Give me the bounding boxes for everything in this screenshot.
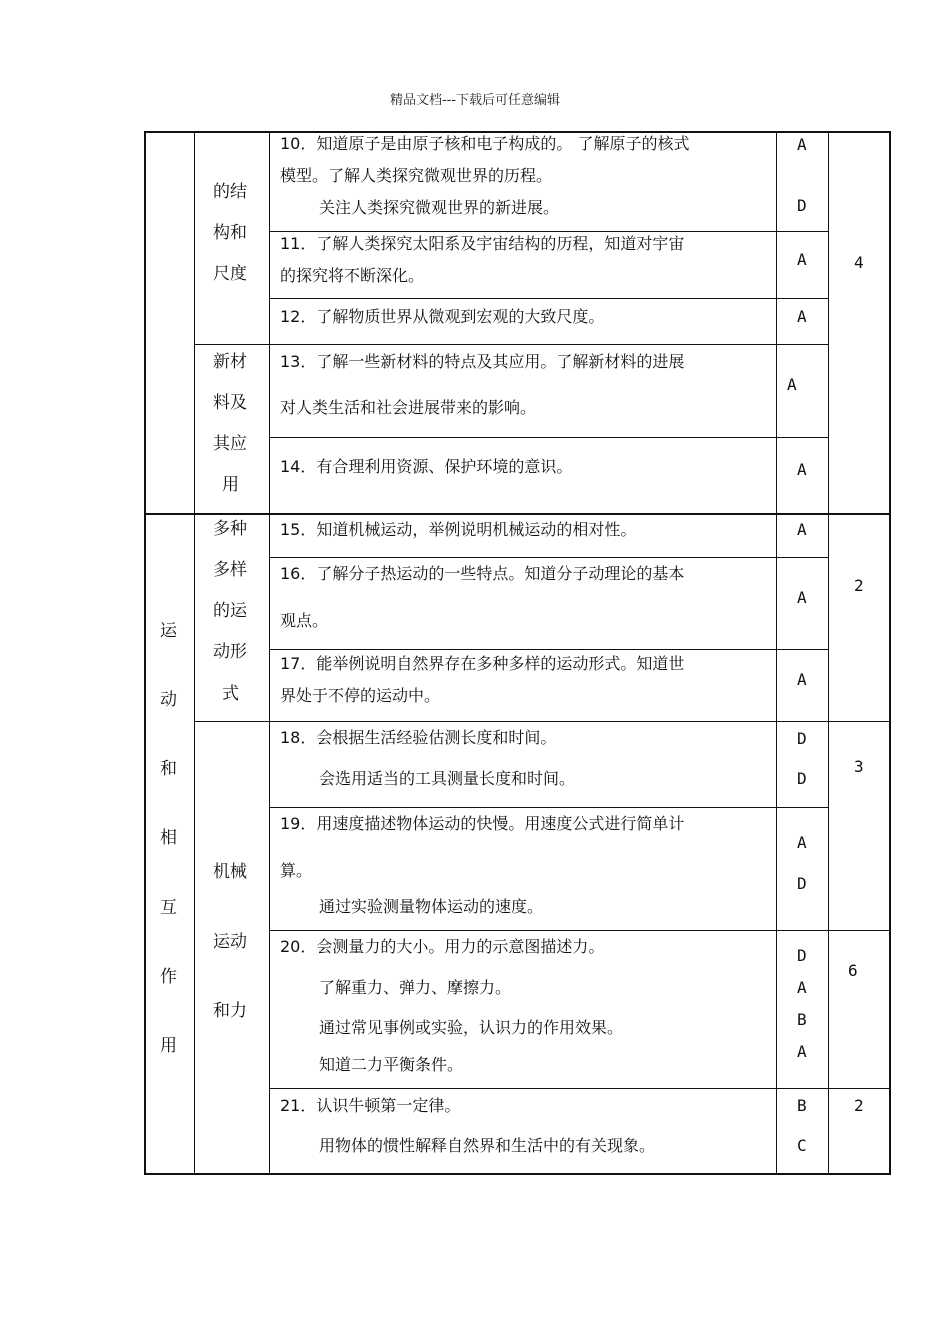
subtopic-line: 运动 [213,932,247,952]
level-code: A [797,833,807,852]
subtopic-line: 的运 [213,601,247,621]
row-line [194,344,829,345]
col-divider-3 [776,131,777,1175]
item-text: 18．会根据生活经验估测长度和时间。 [280,728,557,747]
item-text: 10．知道原子是由原子核和电子构成的。 了解原子的核式 [280,134,690,153]
item-text: 会选用适当的工具测量长度和时间。 [319,769,576,788]
item-text: 21．认识牛顿第一定律。 [280,1096,461,1115]
row-line [269,557,829,558]
item-text: 界处于不停的运动中。 [280,686,441,705]
level-code: A [797,460,807,479]
item-count: 2 [854,1096,864,1115]
category-char: 动 [160,690,177,710]
category-char: 相 [160,828,177,848]
level-code: A [797,250,807,269]
row-line [269,649,829,650]
level-code: A [797,1042,807,1061]
row-line [269,1088,891,1089]
subtopic-line: 用 [222,475,239,495]
item-text: 通过实验测量物体运动的速度。 [319,897,544,916]
row-line [194,721,891,722]
item-text: 15．知道机械运动，举例说明机械运动的相对性。 [280,520,637,539]
level-code: D [797,729,807,748]
level-code: A [797,588,807,607]
category-char: 作 [160,967,177,987]
item-text: 17．能举例说明自然界存在多种多样的运动形式。知道世 [280,654,685,673]
item-text: 用物体的惯性解释自然界和生活中的有关现象。 [319,1136,656,1155]
row-line [269,807,829,808]
item-text: 14．有合理利用资源、保护环境的意识。 [280,457,573,476]
item-text: 11．了解人类探究太阳系及宇宙结构的历程，知道对宇宙 [280,234,685,253]
category-char: 互 [160,898,177,918]
item-count: 3 [854,757,864,776]
level-code: D [797,769,807,788]
item-text: 通过常见事例或实验，认识力的作用效果。 [319,1018,624,1037]
level-code: B [797,1010,807,1029]
table-border-top [144,131,891,133]
item-text: 20．会测量力的大小。用力的示意图描述力。 [280,937,605,956]
subtopic-line: 多样 [213,560,247,580]
item-text: 对人类生活和社会进展带来的影响。 [280,398,537,417]
col-divider-2 [269,131,270,1175]
subtopic-line: 式 [222,684,239,704]
subtopic-line: 多种 [213,519,247,539]
level-code: A [797,135,807,154]
category-char: 运 [160,621,177,641]
category-char: 和 [160,759,177,779]
subtopic-line: 构和 [213,223,247,243]
level-code: D [797,946,807,965]
item-text: 了解重力、弹力、摩擦力。 [319,978,512,997]
row-line [269,437,829,438]
item-text: 19．用速度描述物体运动的快慢。用速度公式进行简单计 [280,814,685,833]
table-border-bottom [144,1173,891,1175]
level-code: A [797,670,807,689]
category-char: 用 [160,1036,177,1056]
item-text: 算。 [280,861,313,880]
level-code: B [797,1096,807,1115]
subtopic-line: 新材 [213,352,247,372]
page-header: 精品文档---下载后可任意编辑 [389,93,561,108]
subtopic-line: 料及 [213,393,247,413]
item-text: 12．了解物质世界从微观到宏观的大致尺度。 [280,307,605,326]
table-border-right [889,131,891,1175]
row-line [269,930,891,931]
item-text: 知道二力平衡条件。 [319,1055,464,1074]
item-text: 观点。 [280,611,329,630]
row-line [269,231,829,232]
level-code: D [797,874,807,893]
item-text: 16．了解分子热运动的一些特点。知道分子动理论的基本 [280,564,685,583]
item-text: 关注人类探究微观世界的新进展。 [319,198,560,217]
level-code: D [797,196,807,215]
row-line [144,513,891,515]
subtopic-line: 尺度 [213,264,247,284]
table-border-left [144,131,146,1175]
item-count: 4 [854,253,864,272]
col-divider-4 [828,131,829,1175]
subtopic-line: 动形 [213,642,247,662]
subtopic-line: 和力 [213,1001,247,1021]
subtopic-line: 其应 [213,434,247,454]
level-code: C [797,1136,807,1155]
row-line [269,298,829,299]
item-text: 模型。了解人类探究微观世界的历程。 [280,166,553,185]
item-text: 的探究将不断深化。 [280,266,425,285]
subtopic-line: 机械 [213,862,247,882]
level-code: A [797,520,807,539]
item-count: 2 [854,576,864,595]
col-divider-1 [194,131,195,1175]
level-code: A [797,307,807,326]
item-count: 6 [848,961,858,980]
item-text: 13．了解一些新材料的特点及其应用。了解新材料的进展 [280,352,685,371]
subtopic-line: 的结 [213,182,247,202]
level-code: A [787,375,797,394]
level-code: A [797,978,807,997]
